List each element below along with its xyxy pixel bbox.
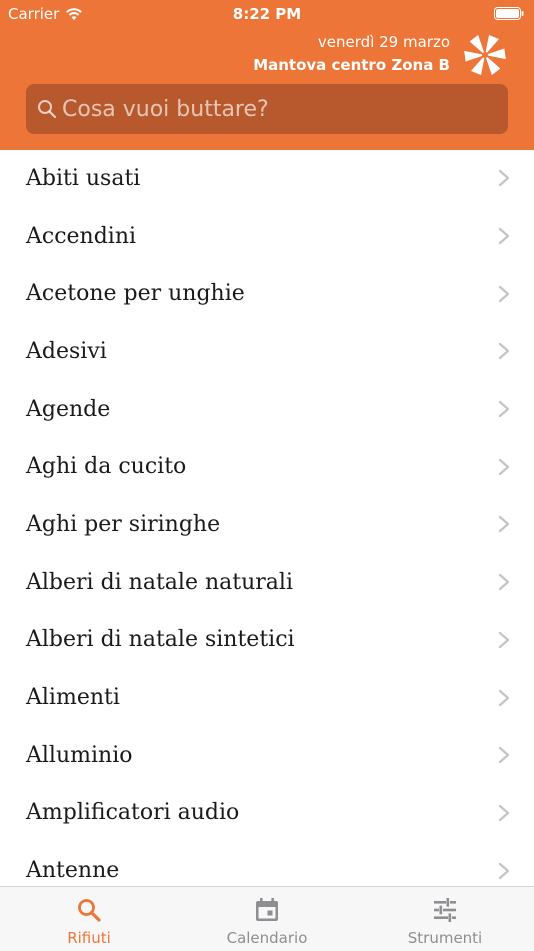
list-item[interactable] <box>0 150 534 208</box>
calendar-icon <box>254 897 280 923</box>
status-bar <box>0 0 534 30</box>
date-label: venerdì 29 marzo <box>317 33 450 51</box>
chevron-right-icon <box>498 862 510 880</box>
chevron-right-icon <box>498 804 510 822</box>
search-icon <box>76 897 102 923</box>
chevron-right-icon <box>498 227 510 245</box>
zone-label[interactable]: Mantova centro Zona B <box>253 56 450 74</box>
list-item-label: Alimenti <box>26 685 120 711</box>
search-icon <box>36 98 58 120</box>
chevron-right-icon <box>498 746 510 764</box>
list-item-label: Amplificatori audio <box>26 800 240 826</box>
list-item[interactable] <box>0 785 534 843</box>
tab-calendario[interactable] <box>178 887 356 951</box>
sliders-icon <box>432 897 458 923</box>
tab-bar <box>0 886 534 951</box>
chevron-right-icon <box>498 573 510 591</box>
chevron-right-icon <box>498 631 510 649</box>
tab-label: Rifiuti <box>67 929 111 947</box>
list-item-label: Abiti usati <box>26 165 141 191</box>
chevron-right-icon <box>498 689 510 707</box>
list-item[interactable] <box>0 669 534 727</box>
chevron-right-icon <box>498 342 510 360</box>
list-item-label: Accendini <box>26 223 137 249</box>
tab-label: Strumenti <box>407 929 483 947</box>
list-item-label: Adesivi <box>26 338 107 364</box>
chevron-right-icon <box>498 515 510 533</box>
list-item-label: Aghi da cucito <box>26 454 187 480</box>
clock: 8:22 PM <box>232 5 302 23</box>
tab-strumenti[interactable] <box>356 887 534 951</box>
list-item[interactable] <box>0 265 534 323</box>
list-item-label: Aghi per siringhe <box>26 511 221 537</box>
list-item-label: Alberi di natale sintetici <box>26 627 295 653</box>
list-item[interactable] <box>0 323 534 381</box>
list-item[interactable] <box>0 381 534 439</box>
list-item-label: Acetone per unghie <box>26 281 245 307</box>
list-item[interactable] <box>0 208 534 266</box>
tab-label: Calendario <box>226 929 308 947</box>
list-item[interactable] <box>0 727 534 785</box>
list-item-label: Alluminio <box>26 742 133 768</box>
header <box>0 0 534 150</box>
search-placeholder: Cosa vuoi buttare? <box>62 96 269 122</box>
carrier-label: Carrier <box>8 5 60 23</box>
search-input[interactable] <box>26 84 508 134</box>
list-item-label: Alberi di natale naturali <box>26 569 293 595</box>
chevron-right-icon <box>498 285 510 303</box>
list-item-label: Antenne <box>26 858 120 884</box>
waste-item-list <box>0 150 534 900</box>
list-item[interactable] <box>0 554 534 612</box>
chevron-right-icon <box>498 400 510 418</box>
list-item[interactable] <box>0 612 534 670</box>
tab-rifiuti[interactable] <box>0 887 178 951</box>
pinwheel-logo-icon[interactable] <box>460 30 510 80</box>
list-item[interactable] <box>0 496 534 554</box>
list-item-label: Agende <box>26 396 111 422</box>
chevron-right-icon <box>498 169 510 187</box>
battery-icon <box>494 7 524 20</box>
list-item[interactable] <box>0 438 534 496</box>
chevron-right-icon <box>498 458 510 476</box>
